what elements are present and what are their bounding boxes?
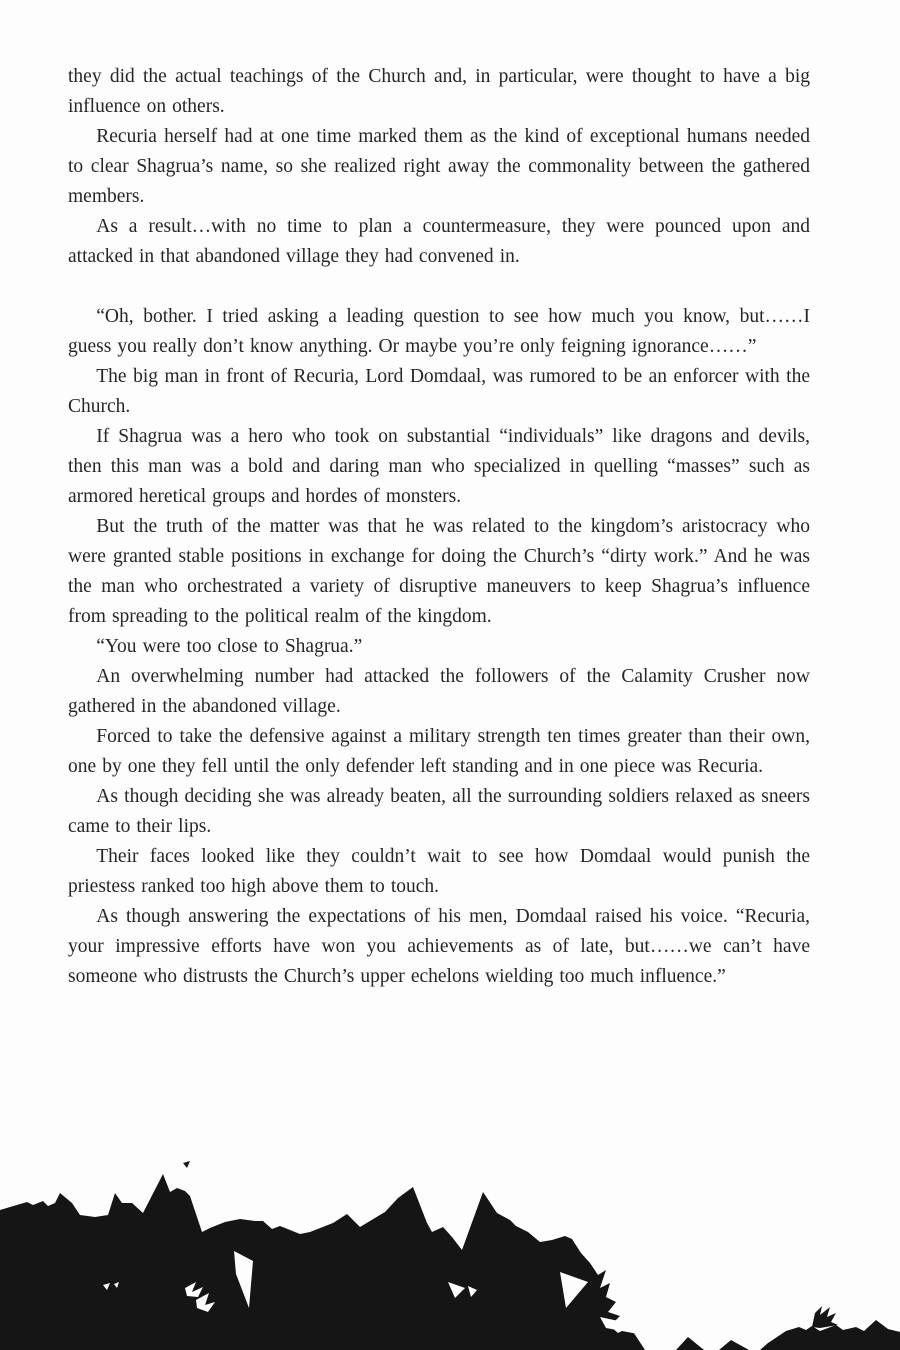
paragraph: Their faces looked like they couldn’t wait to see how Domdaal would punish the priestess ranked too high above them to touch.: [68, 846, 810, 897]
paragraph: If Shagrua was a hero who took on substantial “individuals” like dragons and devils, then this man was a bold and daring man who specialized in quelling “masses” such as armored heretical groups and hordes of monsters.: [68, 426, 810, 507]
paragraph: An overwhelming number had attacked the followers of the Calamity Crusher now gathered in the abandoned village.: [68, 666, 810, 717]
scene-break: [68, 272, 810, 302]
paragraph: As though answering the expectations of his men, Domdaal raised his voice. “Recuria, your impressive efforts have won you achievements as of late, but……we can’t have someone who distrusts the Church’s upper echelons wielding too much influence.”: [68, 906, 810, 987]
paragraph: Recuria herself had at one time marked them as the kind of exceptional humans needed to clear Shagrua’s name, so she realized right away the commonality between the gathered members.: [68, 126, 810, 207]
paragraph: As a result…with no time to plan a countermeasure, they were pounced upon and attacked in that abandoned village they had convened in.: [68, 216, 810, 267]
paragraph: “You were too close to Shagrua.”: [96, 636, 363, 657]
paragraph: they did the actual teachings of the Church and, in particular, were thought to have a big influence on others.: [68, 66, 810, 117]
page-text: [68, 62, 810, 992]
paragraph: But the truth of the matter was that he was related to the kingdom’s aristocracy who were granted stable positions in exchange for doing the Church’s “dirty work.” And he was the man who orchestrated a variety of disruptive maneuvers to keep Shagrua’s influence from spreading to the political realm of the kingdom.: [68, 516, 810, 627]
paragraph: Forced to take the defensive against a military strength ten times greater than their own, one by one they fell until the only defender left standing and in one piece was Recuria.: [68, 726, 810, 777]
paragraph: As though deciding she was already beaten, all the surrounding soldiers relaxed as sneers came to their lips.: [68, 786, 810, 837]
ink-splatter-decoration: [0, 1150, 900, 1350]
ink-main-mass: [0, 1161, 900, 1350]
paragraph: The big man in front of Recuria, Lord Domdaal, was rumored to be an enforcer with the Church.: [68, 366, 810, 417]
paragraph: “Oh, bother. I tried asking a leading question to see how much you know, but……I guess you really don’t know anything. Or maybe you’re only feigning ignorance……”: [68, 306, 810, 357]
